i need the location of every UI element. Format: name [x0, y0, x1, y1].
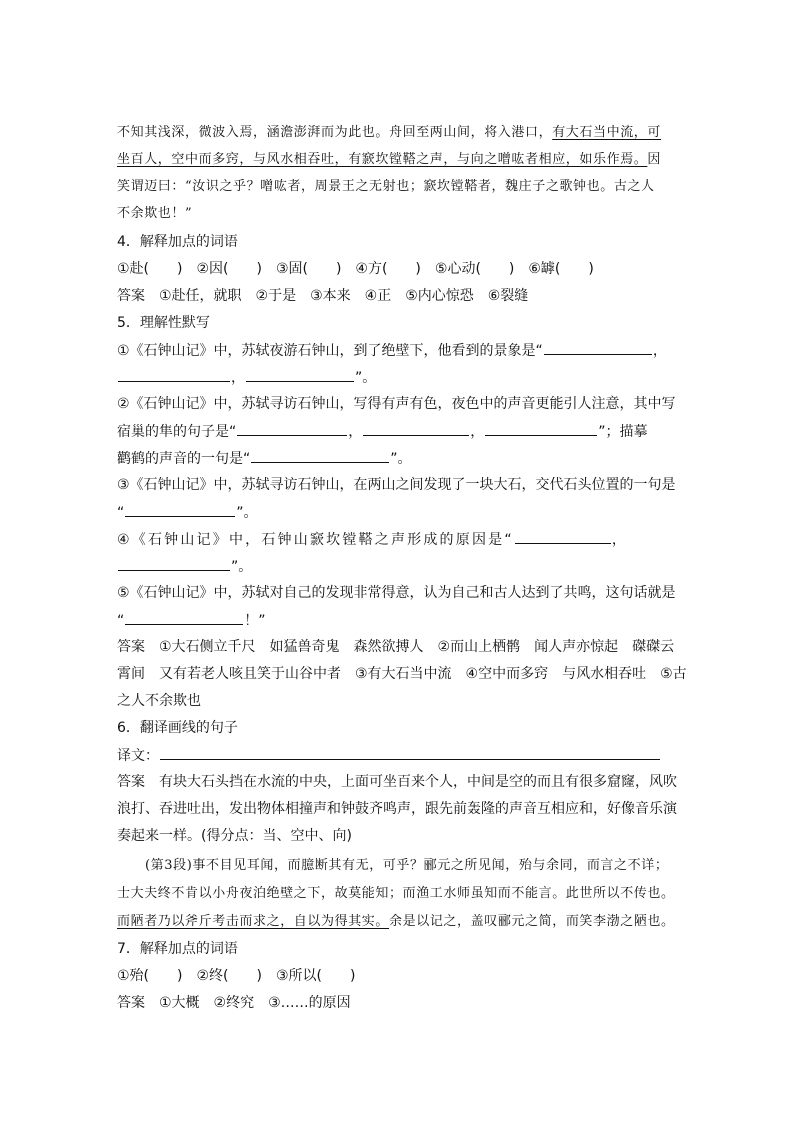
passage-line — [117, 123, 661, 143]
answer-line — [117, 286, 528, 306]
question-title: 4．解释加点的词语 — [117, 234, 238, 250]
answer-label: 答案 — [117, 639, 145, 655]
answer-blank[interactable] — [544, 340, 652, 355]
answer-line: 浪打、吞进吐出，发出物体相撞声和钟鼓齐鸣声，跟先前轰隆的声音互相应和，好像音乐演 — [117, 801, 677, 817]
answer-blank[interactable] — [485, 421, 597, 436]
question-title: 6．翻译画线的句子 — [117, 720, 238, 736]
translation-line — [117, 745, 661, 766]
passage-text: 余是以记之，盖叹郦元之简，而笑李渤之陋也。 — [389, 914, 675, 929]
translation-blank[interactable] — [160, 745, 660, 760]
answer-line: 霄间 又有若老人咳且笑于山谷中者 ③有大石当中流 ④空中而多窍 与风水相吞吐 ⑤古 — [117, 666, 687, 682]
question-line: ⑤《石钟山记》中，苏轼对自己的发现非常得意，认为自己和古人达到了共鸣，这句话就是 — [117, 585, 676, 601]
question-line: 宿巢的隼的句子是“ ， ， ”；描摹 — [117, 421, 648, 442]
question-title: 5．理解性默写 — [117, 315, 210, 331]
underlined-sentence: 坐百人，空中而多窍，与风水相吞吐，有窾坎镗鞳之声，与向之噌吰者相应，如乐作焉。 — [117, 152, 648, 167]
question-line: ， ”。 — [117, 367, 376, 388]
passage-line: (第3段)事不目见耳闻，而臆断其有无，可乎？郦元之所见闻，殆与余同，而言之不详； — [145, 858, 669, 873]
question-line: ”。 — [117, 556, 252, 577]
question-line: ②《石钟山记》中，苏轼寻访石钟山，写得有声有色，夜色中的声音更能引人注意，其中写 — [117, 396, 676, 412]
question-title: 7．解释加点的词语 — [117, 941, 238, 957]
question-items: ①殆( ) ②终( ) ③所以( ) — [117, 968, 356, 984]
answer-line — [117, 772, 677, 792]
question-line: ③《石钟山记》中，苏轼寻访石钟山，在两山之间发现了一块大石，交代石头位置的一句是 — [117, 477, 676, 493]
answer-line: 之人不余欺也 — [117, 693, 201, 709]
passage-text: 因 — [647, 152, 662, 167]
passage-line — [117, 150, 661, 170]
answer-label: 答案 — [117, 995, 145, 1011]
answer-blank[interactable] — [125, 610, 243, 625]
passage-line: 士大夫终不肯以小舟夜泊绝壁之下，故莫能知；而渔工水师虽知而不能言。此世所以不传也。 — [117, 886, 675, 901]
question-line: ④《石钟山记》中，石钟山窾坎镗鞳之声形成的原因是“ ， — [117, 529, 628, 550]
answer-blank[interactable] — [237, 421, 347, 436]
answer-label: 答案 — [117, 288, 145, 304]
answer-line — [117, 993, 351, 1013]
answer-label: 答案 — [117, 774, 145, 790]
answer-line: 奏起来一样。(得分点：当、空中、向) — [117, 828, 352, 844]
passage-text: 不知其浅深，微波入焉，涵澹澎湃而为此也。舟回至两山间，将入港口， — [117, 125, 553, 140]
passage-line — [117, 912, 675, 932]
answer-text: ①大石侧立千尺 如猛兽奇鬼 森然欲搏人 ②而山上栖鹘 闻人声亦惊起 磔磔云 — [159, 639, 675, 655]
answer-blank[interactable] — [515, 529, 611, 544]
passage-line: 笑谓迈曰：“汝识之乎？噌吰者，周景王之无射也；窾坎镗鞳者，魏庄子之歌钟也。古之人 — [117, 179, 655, 194]
question-line: “ ”。 — [117, 502, 258, 523]
question-items: ①赴( ) ②因( ) ③固( ) ④方( ) ⑤心动( ) ⑥罅( ) — [117, 261, 594, 277]
question-line: 鹳鹤的声音的一句是“ ”。 — [117, 448, 412, 469]
question-line: “ ！” — [117, 610, 266, 631]
underlined-sentence: 有大石当中流，可 — [552, 125, 662, 140]
answer-blank[interactable] — [125, 502, 235, 517]
translation-label: 译文： — [117, 748, 159, 764]
answer-text: ①赴任，就职 ②于是 ③本来 ④正 ⑤内心惊恐 ⑥裂缝 — [159, 288, 529, 304]
answer-text: ①大概 ②终究 ③……的原因 — [159, 995, 351, 1011]
answer-blank[interactable] — [118, 367, 230, 382]
underlined-sentence: 而陋者乃以斧斤考击而求之，自以为得其实。 — [117, 914, 390, 929]
answer-text: 有块大石头挡在水流的中央，上面可坐百来个人，中间是空的而且有很多窟窿，风吹 — [159, 774, 677, 790]
question-line: ①《石钟山记》中，苏轼夜游石钟山，到了绝壁下，他看到的景象是“ ， — [117, 340, 667, 361]
answer-blank[interactable] — [246, 367, 354, 382]
answer-blank[interactable] — [118, 556, 230, 571]
answer-blank[interactable] — [363, 421, 469, 436]
answer-line — [117, 637, 674, 657]
passage-line: 不余欺也！” — [117, 206, 193, 221]
answer-blank[interactable] — [251, 448, 389, 463]
